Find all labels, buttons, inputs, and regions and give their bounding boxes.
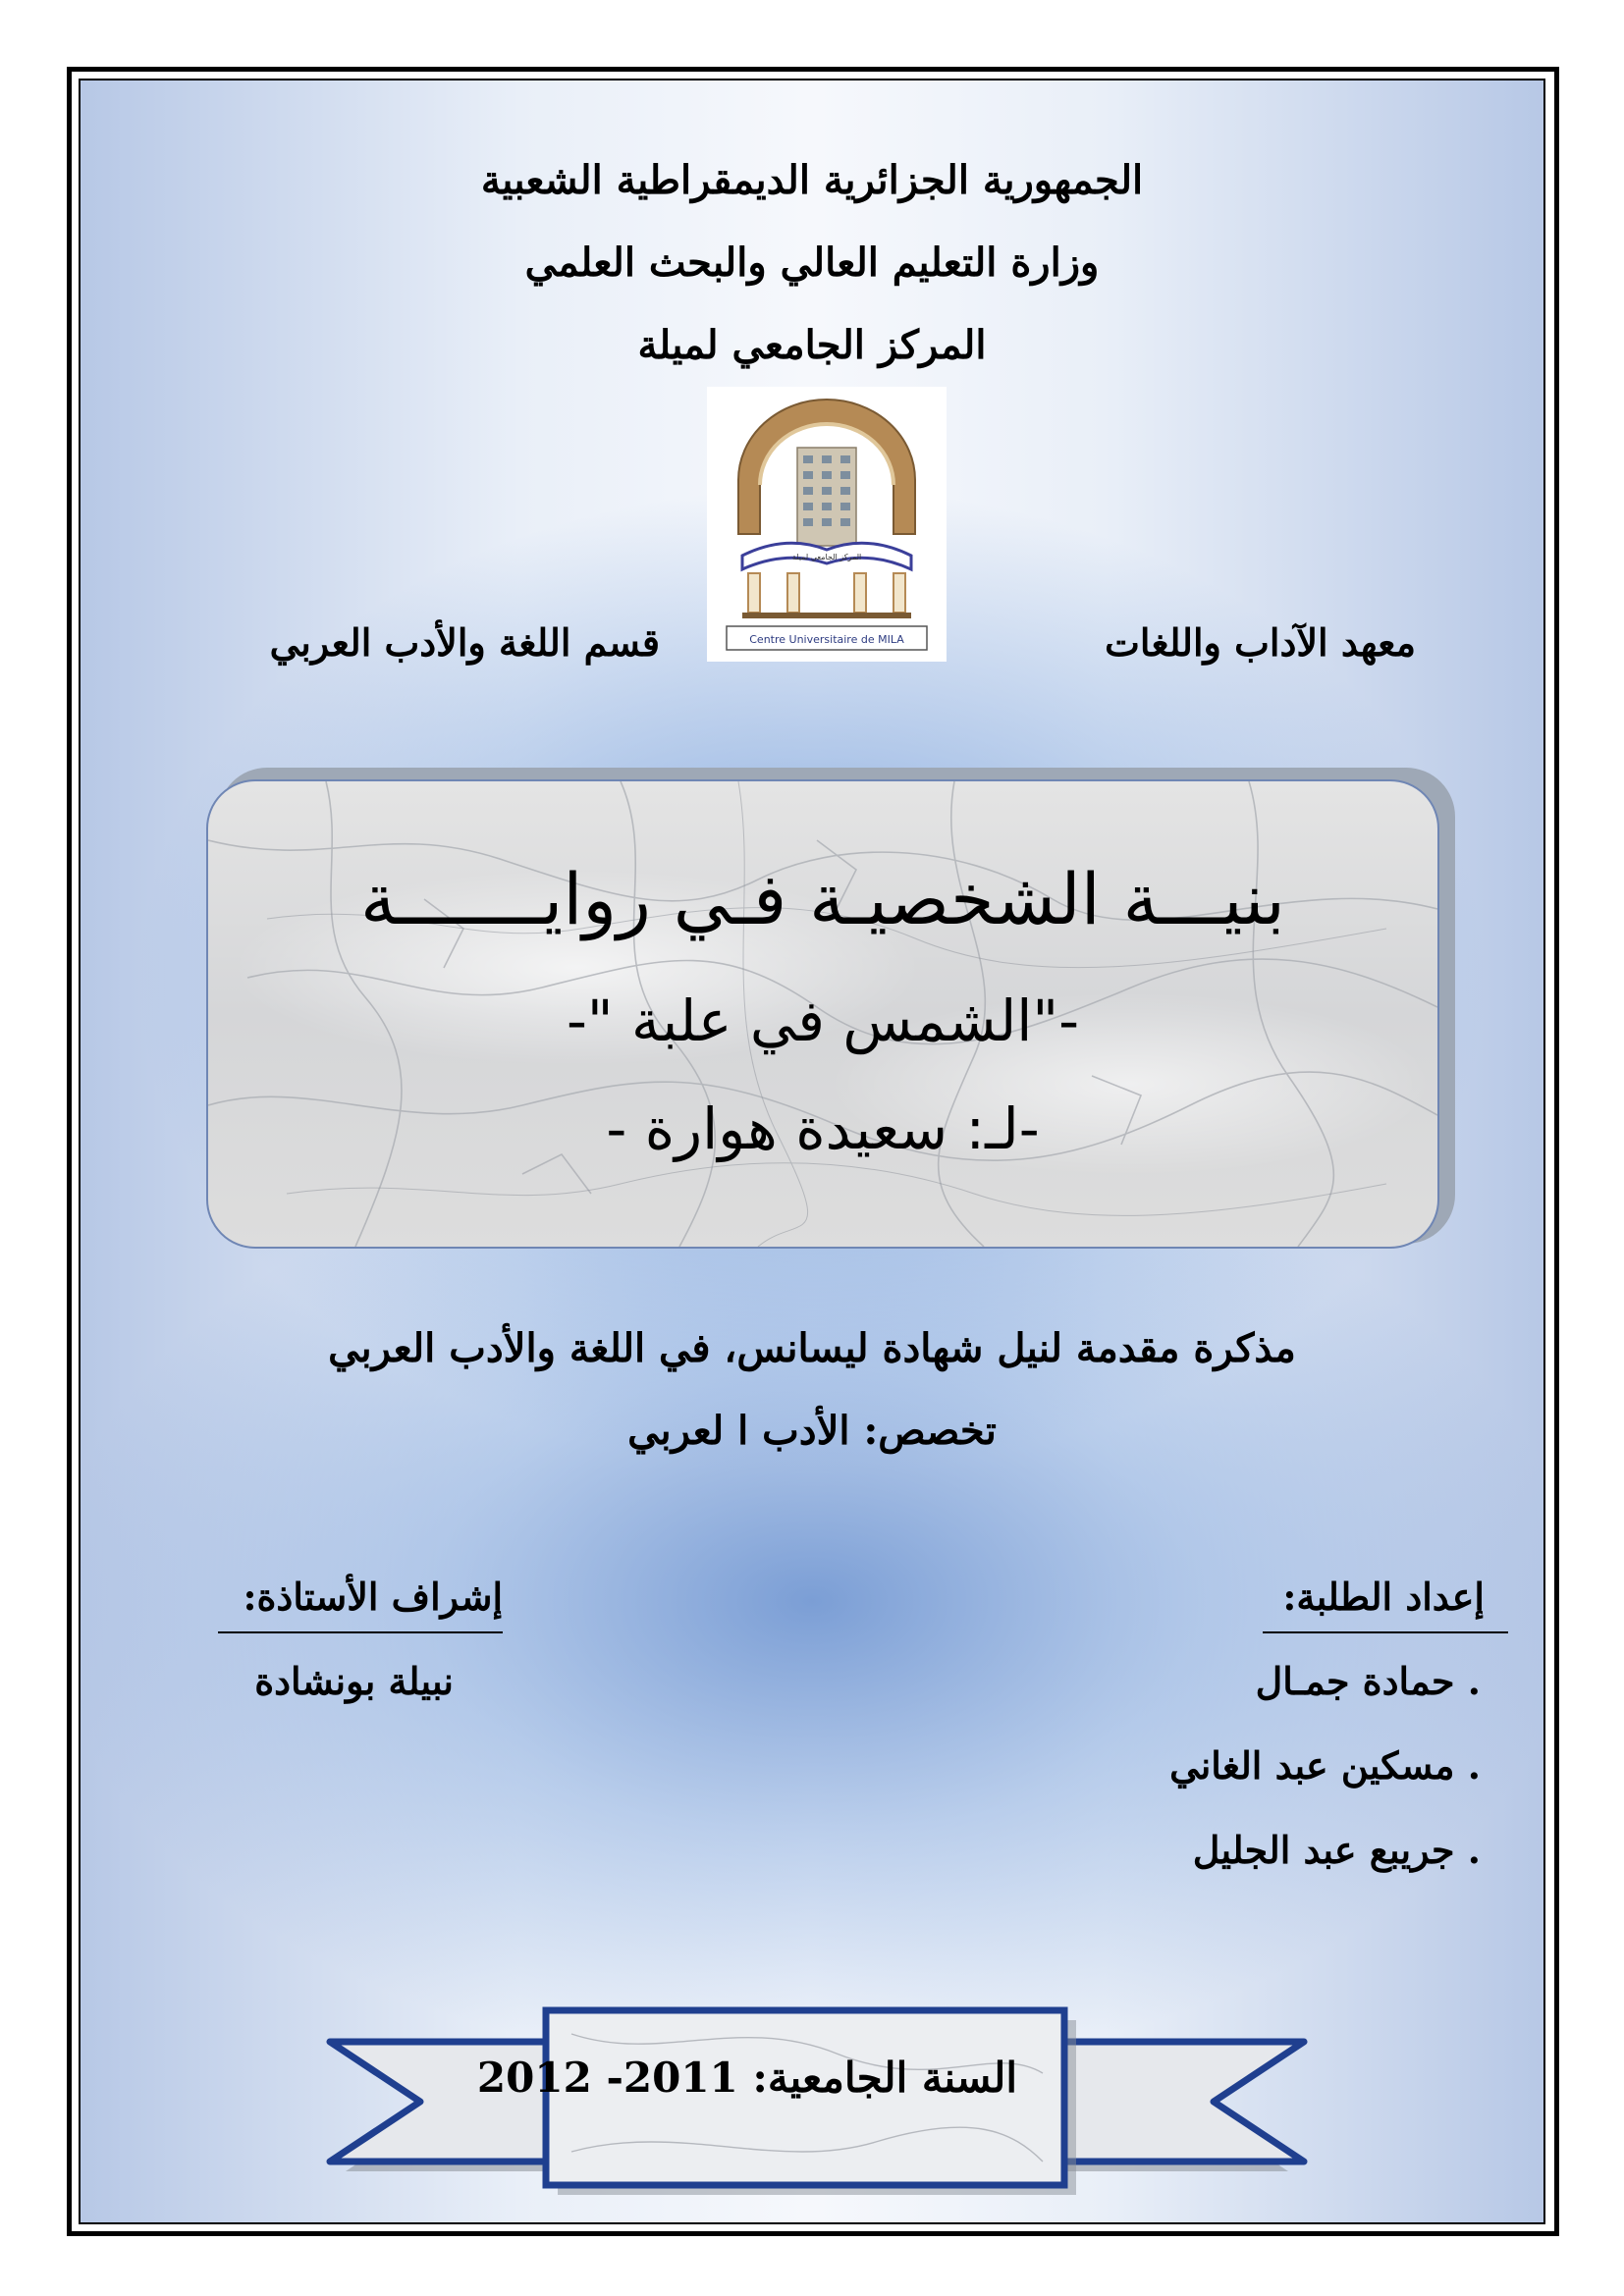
svg-text:Centre Universitaire de MILA: Centre Universitaire de MILA [749, 633, 904, 646]
students-label: إعداد الطلبة: [1282, 1575, 1485, 1619]
thesis-purpose: مذكرة مقدمة لنيل شهادة ليسانس، في اللغة والأدب العربي [328, 1325, 1296, 1371]
department-name: قسم اللغة والأدب العربي [269, 620, 660, 665]
university-logo-icon [707, 387, 947, 662]
university-center-name: المركز الجامعي لميلة [637, 322, 987, 368]
supervisor-name: نبيلة بونشادة [254, 1659, 454, 1703]
student-name: . جريبع عبد الجليل [1192, 1828, 1481, 1872]
svg-text:المركز الجامعي لميلة: المركز الجامعي لميلة [791, 553, 862, 561]
institute-name: معهد الآداب واللغات [1105, 620, 1416, 665]
novel-author: -لـ: سعيدة هوارة - [606, 1095, 1040, 1162]
academic-year: السنة الجامعية: 2011- 2012 [476, 2054, 1017, 2102]
title-panel [206, 779, 1439, 1249]
academic-year-banner [326, 2004, 1308, 2220]
supervisor-label-underline [218, 1631, 503, 1633]
thesis-title: بنيـــة الشخصيـة فـي روايـــــــة [360, 858, 1285, 940]
student-name: . مسكين عبد الغاني [1169, 1743, 1481, 1788]
student-name: . حمادة جمـال [1255, 1659, 1481, 1703]
republic-name: الجمهورية الجزائرية الديمقراطية الشعبية [480, 157, 1144, 203]
novel-title: -"الشمس في علبة "- [567, 988, 1079, 1054]
thesis-specialty: تخصص: الأدب ا لعربي [627, 1408, 997, 1454]
university-logo [707, 387, 947, 662]
students-label-underline [1263, 1631, 1508, 1633]
ministry-name: وزارة التعليم العالي والبحث العلمي [524, 240, 1100, 286]
cover-page [79, 79, 1545, 2224]
supervisor-label: إشراف الأستاذة: [243, 1575, 503, 1619]
